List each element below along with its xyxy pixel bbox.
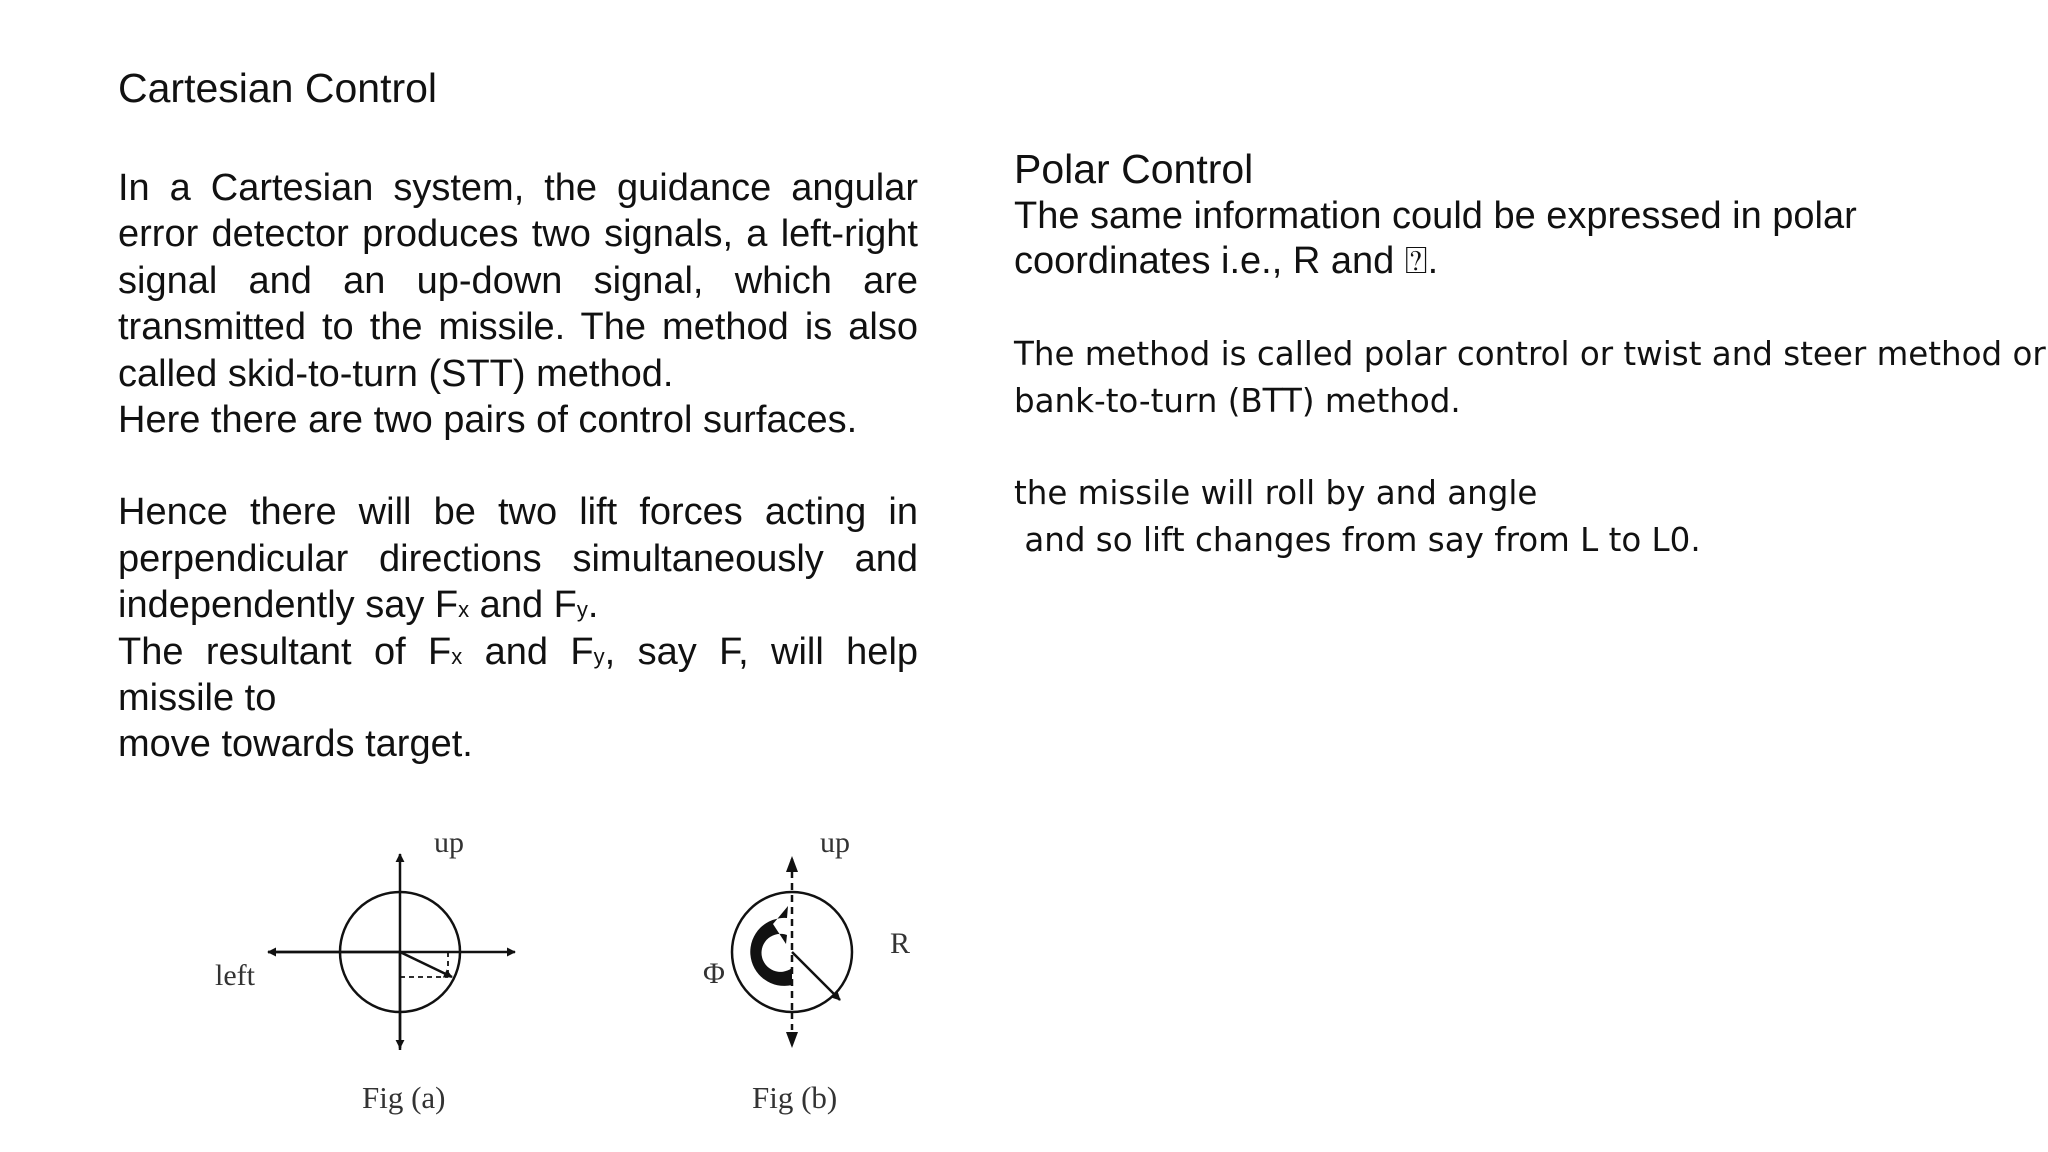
fig-b-r-arrow xyxy=(792,952,840,1000)
fig-b-phi-label: Φ xyxy=(703,957,725,990)
polar-body-line: bank-to-turn (BTT) method. xyxy=(1014,381,1461,420)
fig-a-up-label: up xyxy=(434,826,464,859)
subscript-x: x xyxy=(458,597,470,623)
subscript-y: y xyxy=(576,597,588,623)
cartesian-line: transmitted to the missile. The method is also xyxy=(118,306,918,349)
polar-body-line: and so lift changes from say from L to L0. xyxy=(1014,520,1701,559)
forces-text: The resultant of F xyxy=(118,630,452,673)
cartesian-title: Cartesian Control xyxy=(118,65,438,111)
fig-b-down-arrowhead xyxy=(786,1032,798,1048)
subscript-y: y xyxy=(593,643,605,669)
forces-text: , say F, will help xyxy=(604,630,919,673)
cartesian-line: perpendicular directions simultaneously and xyxy=(118,537,918,580)
cartesian-line: In a Cartesian system, the guidance angular xyxy=(118,167,918,209)
cartesian-line: Here there are two pairs of control surfaces. xyxy=(118,399,858,442)
polar-body-line: The method is called polar control or twist and steer method or xyxy=(1014,335,2046,373)
polar-body-line: the missile will roll by and angle xyxy=(1014,474,1538,512)
fig-a xyxy=(268,854,515,1050)
cartesian-line: Hence there will be two lift forces acting in xyxy=(118,491,918,534)
cartesian-line: called skid-to-turn (STT) method. xyxy=(118,352,674,395)
fig-b xyxy=(732,856,852,1048)
fig-b-r-label: R xyxy=(890,927,911,960)
forces-text: and F xyxy=(484,630,594,673)
polar-subtitle-line: The same information could be expressed in polar xyxy=(1014,195,1857,237)
forces-text: . xyxy=(587,584,599,627)
cartesian-line: missile to xyxy=(118,677,277,720)
subscript-x: x xyxy=(451,643,463,669)
fig-a-caption: Fig (a) xyxy=(362,1080,446,1115)
polar-title: Polar Control xyxy=(1014,146,1254,192)
cartesian-line: error detector produces two signals, a left-right xyxy=(118,213,918,256)
cartesian-line: signal and an up-down signal, which are xyxy=(118,259,918,302)
fig-a-left-label: left xyxy=(215,959,255,992)
cartesian-line: move towards target. xyxy=(118,723,473,766)
fig-b-caption: Fig (b) xyxy=(752,1080,838,1115)
fig-b-up-arrowhead xyxy=(786,856,798,872)
fig-a-resultant-arrow xyxy=(400,952,452,977)
polar-subtitle-line: coordinates i.e., R and ⍰. xyxy=(1014,240,1439,282)
forces-text: and F xyxy=(479,584,577,627)
fig-b-up-label: up xyxy=(820,826,850,859)
forces-text: independently say F xyxy=(118,584,459,627)
fig-b-roll-arrow xyxy=(750,906,792,986)
